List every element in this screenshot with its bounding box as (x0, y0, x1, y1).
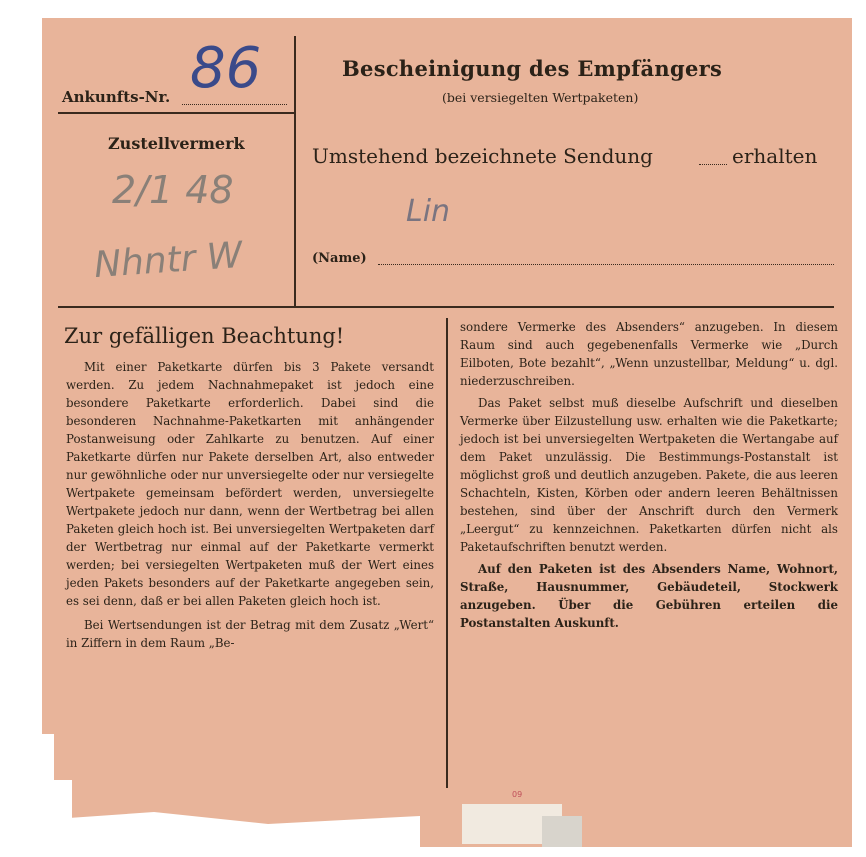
certificate-subtitle: (bei versiegelten Wertpaketen) (442, 90, 639, 105)
statement-part2: erhalten (732, 144, 818, 168)
notes-right-paragraph: Auf den Paketen ist des Absenders Name, Wohnort, Straße, Hausnummer, Gebäudeteil, Stockwerk anzugeben. Über die Gebühren erteilen die Postanstalten Auskunft. (460, 562, 838, 630)
name-dotted-line (378, 264, 834, 265)
arrival-label: Ankunfts-Nr. (62, 88, 171, 106)
stamp-fragment-paper-2 (542, 816, 582, 847)
delivery-label: Zustellvermerk (108, 134, 245, 153)
delivery-note-pencil: Nhntr W (92, 234, 244, 287)
top-left-divider (58, 112, 295, 114)
notes-column-divider (446, 318, 448, 788)
name-label: (Name) (312, 251, 367, 266)
notes-right-paragraph: Das Paket selbst muß dieselbe Aufschrift und dieselben Vermerke über Eilzustellung usw. erhalten wie die Paketkarte; jedoch ist bei unversiegelten Wertpaketen die Wertangabe auf dem Paket unzulässig. Die Bestimmungs-Postanstalt ist möglichst groß und deutlich anzugeben. Pakete, die aus leeren Schachteln, Kisten, Körben oder andern leeren Behältnissen bestehen, sind über der Anschrift durch den Vermerk „Leergut“ zu kennzeichnen. Paketkarten dürfen nicht als Paketaufschriften benutzt werden. (460, 396, 838, 554)
statement-dotted-line (699, 164, 727, 165)
stamp-fragment: 09 (512, 790, 523, 799)
arrival-dotted-line (182, 104, 287, 105)
notes-right-paragraph: sondere Vermerke des Absenders“ anzugeben. In diesem Raum sind auch gegebenenfalls Vermerke wie „Durch Eilboten, Bote bezahlt“, „Wenn unzustellbar, Meldung“ u. dgl. niederzuschreiben. (460, 320, 838, 388)
arrival-number-handwriting: 86 (190, 36, 262, 101)
notes-heading: Zur gefälligen Beachtung! (64, 324, 345, 348)
notes-left-column (66, 358, 434, 652)
certificate-title: Bescheinigung des Empfängers (342, 56, 723, 81)
delivery-date-pencil: 2/1 48 (112, 168, 234, 212)
recipient-signature: Lin (406, 194, 451, 229)
parcel-card (42, 18, 852, 847)
top-vertical-divider (294, 36, 296, 306)
main-horizontal-divider (58, 306, 834, 308)
notes-left-paragraph: Mit einer Paketkarte dürfen bis 3 Pakete versandt werden. Zu jedem Nachnahmepaket ist jedoch eine besondere Paketkarte erforderlich. Dabei sind die besonderen Nachnahme-Paketkarten mit anhängender Postanweisung oder Zahlkarte zu benutzen. Auf einer Paketkarte dürfen nur Pakete derselben Art, also entweder nur gewöhnliche oder nur unversiegelte oder nur versiegelte Wertpakete gemeinsam befördert werden, unversiegelte Wertpakete jedoch nur dann, wenn der Wertbetrag bei allen Paketen gleich hoch ist. Bei unversiegelten Wertpaketen darf der Wertbetrag nur einmal auf der Paketkarte vermerkt werden; bei versiegelten Wertpaketen muß der Wert eines jeden Pakets besonders auf der Paketkarte angegeben sein, es sei denn, daß er bei allen Paketen gleich hoch ist. (66, 360, 434, 608)
notes-left-paragraph: Bei Wertsendungen ist der Betrag mit dem Zusatz „Wert“ in Ziffern in dem Raum „Be- (66, 618, 434, 650)
notes-right-column (460, 318, 838, 632)
statement-part1: Umstehend bezeichnete Sendung (312, 144, 653, 168)
